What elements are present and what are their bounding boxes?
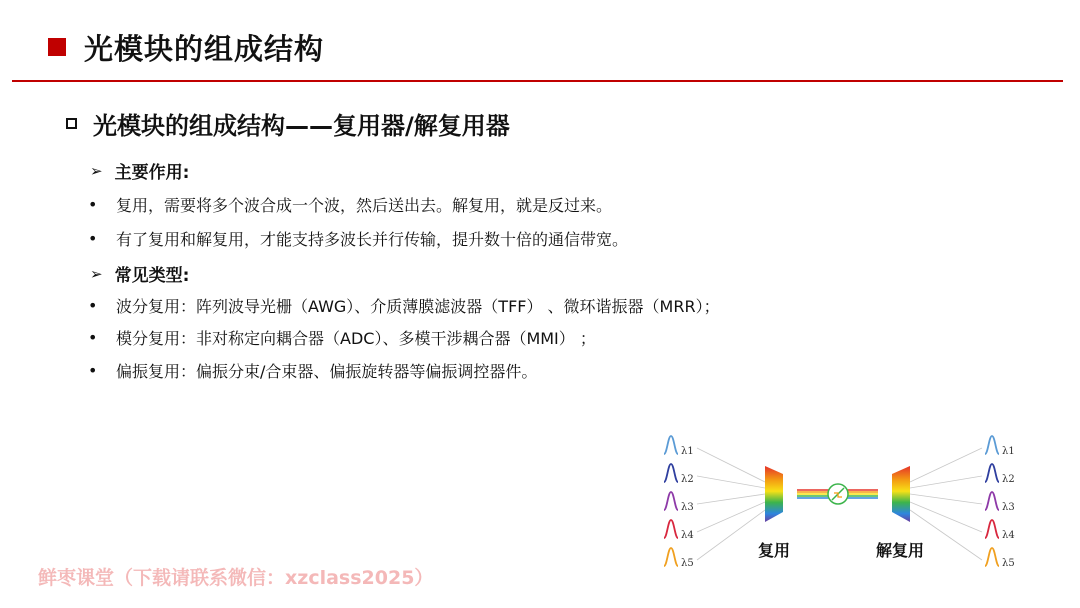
list-item-text: 模分复用：非对称定向耦合器（ADC）、多模干涉耦合器（MMI） ；: [116, 329, 596, 348]
wavelength-label: λ5: [681, 558, 694, 569]
sub-heading-text: 光模块的组成结构——复用器/解复用器: [93, 112, 510, 140]
wavelength-pulse-icon: [985, 520, 999, 538]
wavelength-pulse-icon: [664, 436, 678, 454]
title-text: 光模块的组成结构: [84, 31, 325, 66]
demux-label: 解复用: [875, 541, 925, 560]
signal-icon: [828, 484, 848, 504]
section-heading: 常见类型:: [114, 266, 190, 286]
section-main-function: [90, 158, 189, 183]
mux-demux-diagram: [652, 420, 1072, 588]
mux-prism: [765, 466, 783, 522]
slide-title: [48, 22, 324, 72]
bullet-dot-icon: •: [88, 328, 98, 347]
wavelength-label: λ5: [1002, 558, 1015, 569]
demux-prism: [892, 466, 910, 522]
list-item: [88, 359, 537, 382]
section-heading: 主要作用:: [114, 163, 190, 183]
list-item: [88, 294, 720, 317]
wavelength-label: λ3: [681, 502, 694, 513]
wavelength-pulse-icon: [664, 520, 678, 538]
list-item-text: 有了复用和解复用，才能支持多波长并行传输，提升数十倍的通信带宽。: [116, 230, 629, 249]
bullet-dot-icon: •: [88, 229, 98, 248]
list-item: [88, 326, 596, 349]
wavelength-label: λ4: [1002, 530, 1015, 541]
bullet-dot-icon: •: [88, 361, 98, 380]
list-item-text: 复用，需要将多个波合成一个波，然后送出去。解复用，就是反过来。: [116, 196, 613, 215]
wavelength-pulse-icon: [664, 548, 678, 566]
mux-label: 复用: [757, 541, 791, 560]
bullet-dot-icon: •: [88, 296, 98, 315]
wavelength-pulse-icon: [664, 464, 678, 482]
wavelength-label: λ1: [681, 446, 694, 457]
list-item-text: 偏振复用：偏振分束/合束器、偏振旋转器等偏振调控器件。: [116, 362, 538, 381]
wavelength-pulse-icon: [985, 548, 999, 566]
sub-heading: [66, 106, 510, 141]
wavelength-label: λ2: [1002, 474, 1015, 485]
title-divider: [12, 80, 1063, 82]
wavelength-pulse-icon: [985, 464, 999, 482]
list-item: [88, 193, 612, 216]
title-square-icon: [48, 38, 66, 56]
list-item-text: 波分复用：阵列波导光栅（AWG）、介质薄膜滤波器（TFF） 、微环谐振器（MRR）；: [116, 297, 720, 316]
wavelength-pulse-icon: [664, 492, 678, 510]
wavelength-label: λ1: [1002, 446, 1015, 457]
wavelength-label: λ3: [1002, 502, 1015, 513]
wavelength-label: λ4: [681, 530, 694, 541]
section-common-types: [90, 261, 189, 286]
arrow-bullet-icon: ➢: [90, 161, 103, 180]
bullet-dot-icon: •: [88, 195, 98, 214]
arrow-bullet-icon: ➢: [90, 264, 103, 283]
wavelength-label: λ2: [681, 474, 694, 485]
wavelength-pulse-icon: [985, 492, 999, 510]
wavelength-pulse-icon: [985, 436, 999, 454]
list-item: [88, 227, 628, 250]
watermark-text: 鲜枣课堂（下载请联系微信：xzclass2025）: [38, 567, 434, 589]
hollow-square-icon: [66, 118, 77, 129]
